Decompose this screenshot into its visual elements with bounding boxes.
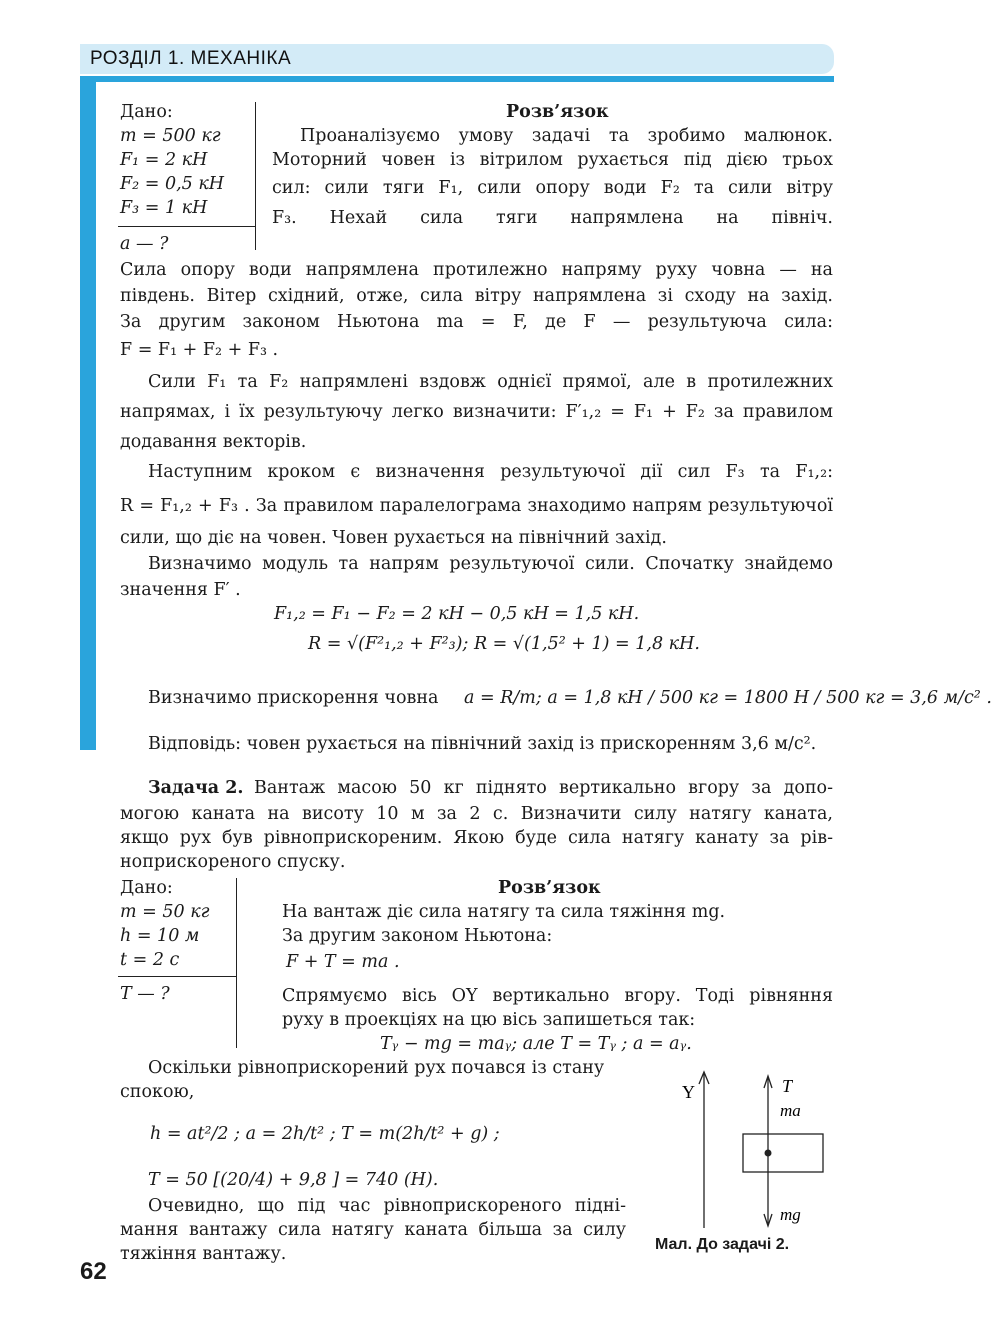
axis-label: Y	[682, 1082, 695, 1102]
given-item: F₃ = 1 кН	[120, 198, 208, 218]
given-item: F₁ = 2 кН	[120, 150, 208, 170]
paragraph-line: спокою,	[120, 1082, 195, 1102]
paragraph-line: значення F′ .	[120, 580, 241, 600]
paragraph-line: тяжіння вантажу.	[120, 1244, 287, 1264]
paragraph-line: сили, що діє на човен. Човен рухається на північний захід.	[120, 528, 667, 548]
paragraph-line: південь. Вітер східний, отже, сила вітру напрямлена зі сходу на захід.	[120, 286, 833, 306]
figure-caption: Мал. До задачі 2.	[655, 1236, 790, 1253]
equation: h = at²/2 ; a = 2h/t² ; T = m(2h/t² + g) ;	[150, 1124, 500, 1144]
section-title: РОЗДІЛ 1. МЕХАНІКА	[90, 48, 292, 69]
equation: F₁,₂ = F₁ − F₂ = 2 кН − 0,5 кН = 1,5 кН.	[274, 604, 640, 624]
given-separator	[236, 878, 237, 1048]
force-diagram	[670, 1068, 840, 1234]
paragraph-line: За другим законом Ньютона ma = F, де F — результуюча сила:	[120, 312, 833, 332]
paragraph-line: F = F₁ + F₂ + F₃ .	[120, 340, 279, 360]
solution-title: Розв’язок	[506, 102, 609, 122]
paragraph-line: Визначимо модуль та напрям результуючої сили. Спочатку знайдемо	[148, 554, 833, 574]
equation: T = 50 [(20/4) + 9,8 ] = 740 (Н).	[148, 1170, 439, 1190]
paragraph-line: Оскільки рівноприскорений рух почався із стану	[148, 1058, 605, 1078]
section-header	[80, 44, 834, 74]
header-rule	[80, 76, 834, 82]
find-label: T — ?	[120, 984, 170, 1004]
paragraph-line: Моторний човен із вітрилом рухається під дією трьох	[272, 150, 833, 170]
given-item: m = 500 кг	[120, 126, 221, 146]
paragraph-line: Визначимо прискорення човна	[148, 688, 439, 708]
find-label: a — ?	[120, 234, 169, 254]
equation: Tᵧ − mg = maᵧ; але T = Tᵧ ; a = aᵧ.	[380, 1034, 692, 1054]
paragraph-line: сил: сили тяги F₁, сили опору води F₂ та сили вітру	[272, 178, 833, 198]
page-number: 62	[80, 1258, 107, 1285]
paragraph-line: мання вантажу сила натягу каната більша за силу	[120, 1220, 626, 1240]
paragraph-line: ноприскореного спуску.	[120, 852, 346, 872]
given-divider	[118, 976, 236, 977]
paragraph-line: На вантаж діє сила натягу та сила тяжіння mg.	[282, 902, 726, 922]
paragraph-line: F₃. Нехай сила тяги напрямлена на північ.	[272, 208, 833, 228]
paragraph-line: Наступним кроком є визначення результуючої дії сил F₃ та F₁,₂:	[148, 462, 833, 482]
solution-title: Розв’язок	[498, 878, 601, 898]
paragraph-line: За другим законом Ньютона:	[282, 926, 553, 946]
tension-label: T	[782, 1076, 793, 1096]
given-item: F₂ = 0,5 кН	[120, 174, 225, 194]
paragraph-line: напрямах, і їх результуючу легко визначити: F′₁,₂ = F₁ + F₂ за правилом	[120, 402, 833, 422]
given-divider	[118, 226, 255, 227]
task-sidebar-bar	[80, 82, 96, 750]
ma-label: ma	[780, 1101, 801, 1120]
answer-line: Відповідь: човен рухається на північний захід із прискоренням 3,6 м/с².	[148, 734, 817, 754]
paragraph-line: Спрямуємо вісь OY вертикально вгору. Тоді рівняння	[282, 986, 833, 1006]
given-label: Дано:	[120, 878, 173, 898]
equation: a = R/m; a = 1,8 кН / 500 кг = 1800 Н / 500 кг = 3,6 м/с² .	[464, 688, 992, 708]
mg-label: mg	[780, 1205, 801, 1224]
given-separator	[255, 102, 256, 250]
given-item: t = 2 с	[120, 950, 180, 970]
paragraph-line: Проаналізуємо умову задачі та зробимо малюнок.	[300, 126, 833, 146]
equation: F + T = ma .	[286, 952, 400, 972]
paragraph-line: додавання векторів.	[120, 432, 307, 452]
equation: R = √(F²₁,₂ + F²₃); R = √(1,5² + 1) = 1,8 кН.	[308, 634, 700, 654]
paragraph-line: якщо рух був рівноприскореним. Якою буде сила натягу канату за рів-	[120, 828, 833, 848]
paragraph-line: Очевидно, що під час рівноприскореного підні-	[148, 1196, 626, 1216]
paragraph-line: Сили F₁ та F₂ напрямлені вздовж однієї прямої, але в протилежних	[148, 372, 833, 392]
given-label: Дано:	[120, 102, 173, 122]
task-title: Задача 2.	[148, 778, 244, 798]
paragraph-line: R = F₁,₂ + F₃ . За правилом паралелограма знаходимо напрям результуючої	[120, 496, 833, 516]
paragraph-line: Вантаж масою 50 кг піднято вертикально вгору за допо-	[254, 778, 833, 798]
load-box	[743, 1134, 823, 1172]
paragraph-line: Сила опору води напрямлена протилежно напряму руху човна — на	[120, 260, 833, 280]
paragraph-line: руху в проекціях на цю вісь запишеться так:	[282, 1010, 696, 1030]
paragraph-line: могою каната на висоту 10 м за 2 с. Визначити силу натягу каната,	[120, 804, 833, 824]
given-item: m = 50 кг	[120, 902, 210, 922]
given-item: h = 10 м	[120, 926, 200, 946]
